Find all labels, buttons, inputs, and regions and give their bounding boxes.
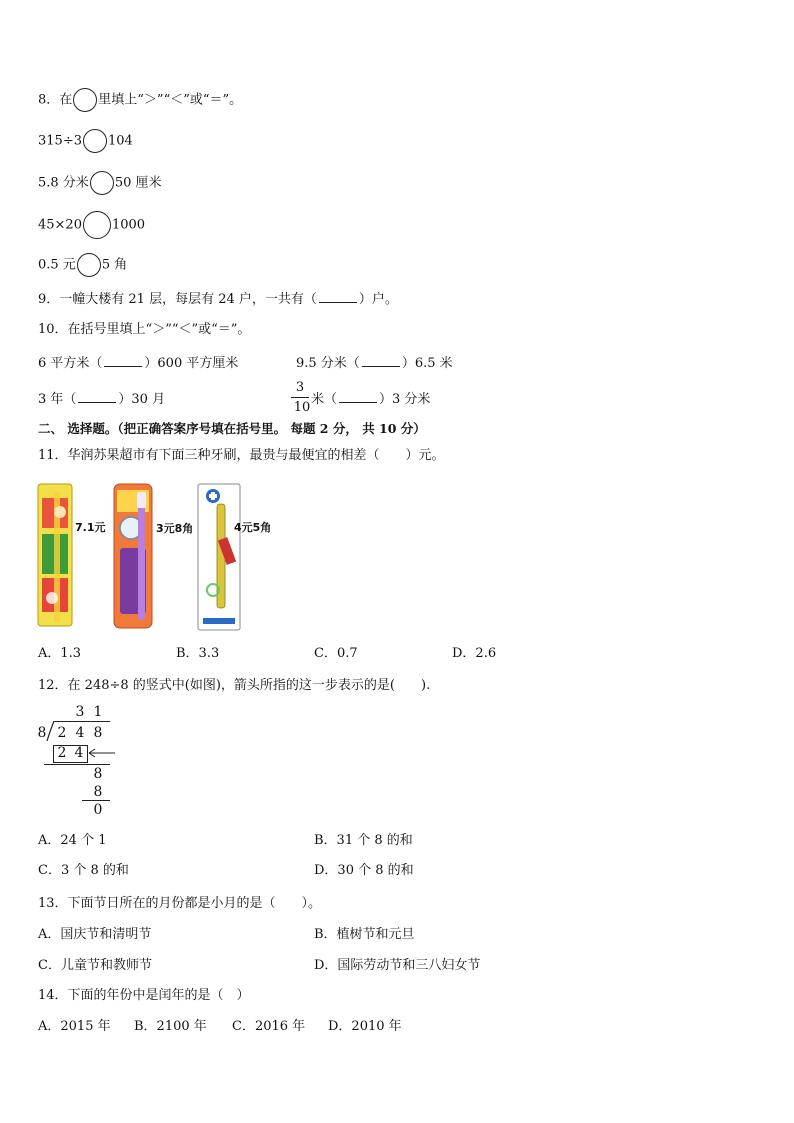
q10-a-pre: 6 平方米（ <box>38 356 103 371</box>
q8-title-post: 里填上“＞”“＜”或“＝”。 <box>98 92 243 108</box>
q12-option-c[interactable]: C．3 个 8 的和 <box>38 863 129 878</box>
answer-circle[interactable] <box>83 129 107 153</box>
q8-item-1 <box>38 129 133 153</box>
q13-option-c[interactable]: C．儿童节和教师节 <box>38 958 152 973</box>
q11-title: 11．华润苏果超市有下面三种牙刷，最贵与最便宜的相差（ ）元。 <box>38 448 445 463</box>
q11-option-a[interactable]: A．1.3 <box>38 646 82 661</box>
fraction-numerator: 3 <box>295 380 305 395</box>
price-label-1: 7.1元 <box>75 521 106 534</box>
q13-title: 13．下面节日所在的月份都是小月的是（ ）。 <box>38 896 322 911</box>
q11-option-b[interactable]: B．3.3 <box>176 646 220 661</box>
item-right: 104 <box>107 133 133 149</box>
q12-option-d[interactable]: D．30 个 8 的和 <box>314 863 414 878</box>
item-left: 5.8 分米 <box>38 175 89 191</box>
q10-a-post: ）600 平方厘米 <box>144 356 239 371</box>
divisor: 8 <box>37 725 47 741</box>
q10-d-pre: 米（ <box>311 392 338 407</box>
step-digit: 4 <box>74 745 84 761</box>
step-digit: 2 <box>57 745 67 761</box>
step-digit: 8 <box>93 784 103 800</box>
toothbrush-1-image <box>38 484 72 626</box>
q10-a <box>38 353 238 373</box>
q14-option-c[interactable]: C．2016 年 <box>232 1019 306 1034</box>
fraction-bar <box>291 397 309 398</box>
q10-d-post: ）3 分米 <box>379 392 431 407</box>
q14-title: 14．下面的年份中是闰年的是（ ） <box>38 988 250 1003</box>
q12-option-a[interactable]: A．24 个 1 <box>38 833 107 848</box>
q10-b-post: ）6.5 米 <box>401 356 453 371</box>
answer-blank[interactable] <box>78 389 116 403</box>
q10-title: 10．在括号里填上“＞”“＜”或“＝”。 <box>38 322 251 337</box>
q10-b-pre: 9.5 分米（ <box>296 356 360 371</box>
answer-circle[interactable] <box>77 253 101 277</box>
dividend-digit: 4 <box>75 725 85 741</box>
price-label-2: 3元8角 <box>156 522 194 535</box>
answer-circle[interactable] <box>83 211 111 239</box>
toothbrush-3-image <box>198 484 240 630</box>
q8-item-4 <box>38 253 127 277</box>
item-right: 5 角 <box>101 257 128 273</box>
answer-blank[interactable] <box>362 353 400 367</box>
q11-option-c[interactable]: C．0.7 <box>314 646 358 661</box>
answer-circle[interactable] <box>73 88 97 112</box>
q13-option-b[interactable]: B．植树节和元旦 <box>314 927 415 942</box>
q12-title: 12．在 248÷8 的竖式中(如图)，箭头所指的这一步表示的是( ). <box>38 678 431 693</box>
q10-d <box>311 389 430 409</box>
answer-blank[interactable] <box>104 353 142 367</box>
remainder: 0 <box>93 802 103 818</box>
quotient-digit: 3 <box>75 704 85 720</box>
quotient-digit: 1 <box>93 704 103 720</box>
step-digit: 8 <box>93 766 103 782</box>
section-heading: 二、 选择题。（把正确答案序号填在括号里。 每题 2 分， 共 10 分） <box>38 421 426 436</box>
q8-item-3 <box>38 211 145 239</box>
item-right: 50 厘米 <box>114 175 162 191</box>
price-label-3: 4元5角 <box>234 521 272 534</box>
dividend-digit: 2 <box>57 725 67 741</box>
toothbrush-2-image <box>114 484 152 628</box>
fraction-denominator: 10 <box>293 400 311 415</box>
subtraction-line <box>82 800 110 801</box>
q10-b <box>296 353 453 373</box>
q9-post: ）户。 <box>358 292 398 307</box>
item-right: 1000 <box>111 217 146 233</box>
item-left: 315÷3 <box>38 133 82 149</box>
answer-blank[interactable] <box>319 289 357 303</box>
q13-option-a[interactable]: A．国庆节和清明节 <box>38 927 152 942</box>
q14-option-a[interactable]: A．2015 年 <box>38 1019 111 1034</box>
q9 <box>38 289 398 309</box>
arrow-icon <box>87 748 117 758</box>
dividend-digit: 8 <box>93 725 103 741</box>
answer-circle[interactable] <box>90 171 114 195</box>
q10-c-pre: 3 年（ <box>38 392 77 407</box>
answer-blank[interactable] <box>339 389 377 403</box>
toothbrush-images <box>0 478 794 648</box>
q8-title-pre: 8．在 <box>38 92 73 108</box>
q11-option-d[interactable]: D．2.6 <box>452 646 497 661</box>
q13-option-d[interactable]: D．国际劳动节和三八妇女节 <box>314 958 481 973</box>
q10-c-post: ）30 月 <box>118 392 166 407</box>
subtraction-line <box>44 764 110 765</box>
q14-option-d[interactable]: D．2010 年 <box>328 1019 402 1034</box>
q9-pre: 9．一幢大楼有 21 层，每层有 24 户，一共有（ <box>38 292 317 307</box>
q14-option-b[interactable]: B．2100 年 <box>134 1019 207 1034</box>
item-left: 45×20 <box>38 217 82 233</box>
q8-item-2 <box>38 171 162 195</box>
item-left: 0.5 元 <box>38 257 76 273</box>
q12-option-b[interactable]: B．31 个 8 的和 <box>314 833 413 848</box>
q10-c <box>38 389 165 409</box>
q8-title <box>38 88 242 112</box>
division-bar <box>54 721 110 722</box>
